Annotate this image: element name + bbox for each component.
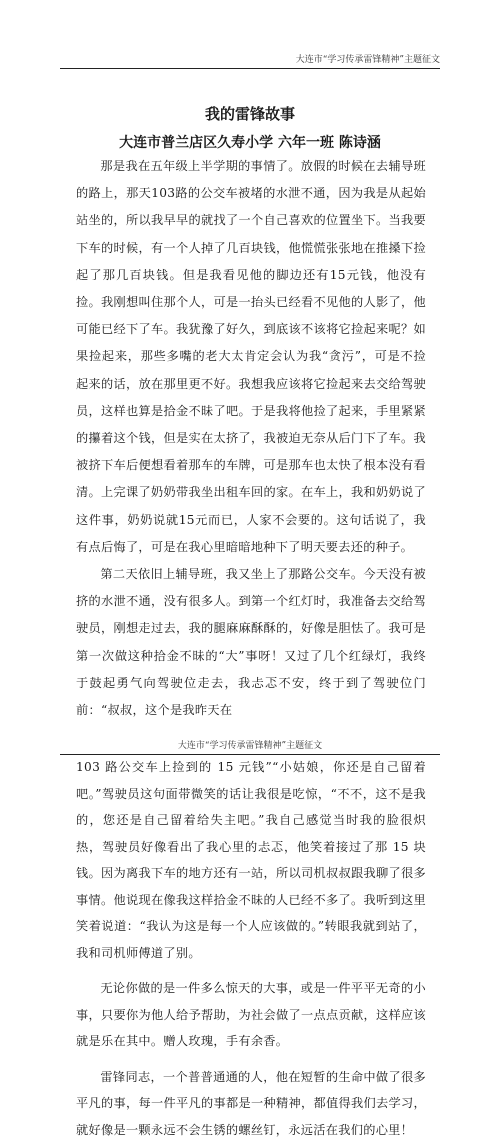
paragraph: 103 路公交车上捡到的 15 元钱”“小姑娘，你还是自己留着吧。”驾驶员这句面带微笑的话让我很是吃惊，“不不，这不是我的，您还是自己留着给失主吧。”我自己感觉当时我的脸很炽热，驾驶员好像看出了我心里的忐忑，他笑着接过了那 15 块钱。因为离我下车的地方还有一站，所以司机叔叔跟我聊了很多事情。他说现在像我这样拾金不昧的人已经不多了。我听到这里笑着说道：“我认为这是每一个人应该做的。”转眼我就到站了，我和司机师傅道了别。 bbox=[76, 754, 426, 966]
page1-body bbox=[76, 153, 426, 724]
paragraph: 那是我在五年级上半学期的事情了。放假的时候在去辅导班的路上，那天103路的公交车被堵的水泄不通，因为我是从起始站坐的，所以我早早的就找了一个自己喜欢的位置坐下。当我要下车的时候，有一个人掉了几百块钱，他慌慌张张地在推搡下捡起了那几百块钱。但是我看见他的脚边还有15元钱，他没有捡。我刚想叫住那个人，可是一抬头已经看不见他的人影了，他可能已经下了车。我犹豫了好久，到底该不该将它捡起来呢？如果捡起来，那些多嘴的老大太肯定会认为我“贪污”，可是不捡起来的话，放在那里更不好。我想我应该将它捡起来去交给驾驶员，这样也算是拾金不昧了吧。于是我将他捡了起来，手里紧紧的攥着这个钱，但是实在太挤了，我被迫无奈从后门下了车。我被挤下车后便想看着那车的车牌，可是那车也太快了根本没有看清。上完课了奶奶带我坐出租车回的家。在车上，我和奶奶说了这件事，奶奶说就15元而已，人家不会要的。这句话说了，我有点后悔了，可是在我心里暗暗地种下了明天要去还的种子。 bbox=[76, 153, 426, 561]
paragraph: 无论你做的是一件多么惊天的大事，或是一件平平无奇的小事，只要你为他人给予帮助，为社会做了一点点贡献，这样应该就是乐在其中。赠人玫瑰，手有余香。 bbox=[76, 975, 426, 1055]
essay-title: 我的雷锋故事 bbox=[0, 103, 500, 124]
page2-body bbox=[76, 754, 426, 1143]
page-header: 大连市“学习传承雷锋精神”主题征文 bbox=[60, 52, 440, 69]
paragraph: 第二天依旧上辅导班，我又坐上了那路公交车。今天没有被挤的水泄不通，没有很多人。到第一个红灯时，我准备去交给驾驶员，刚想走过去，我的腿麻麻酥酥的，好像是胆怯了。我可是第一次做这种拾金不昧的“大”事呀！又过了几个红绿灯，我终于鼓起勇气向驾驶位走去，我忐忑不安，终于到了驾驶位门前：“叔叔，这个是我昨天在 bbox=[76, 561, 426, 724]
page-header: 大连市“学习传承雷锋精神”主题征文 bbox=[60, 738, 440, 755]
essay-author: 大连市普兰店区久寿小学 六年一班 陈诗涵 bbox=[0, 132, 500, 152]
paragraph: 雷锋同志，一个普普通通的人，他在短暂的生命中做了很多平凡的事，每一件平凡的事都是一种精神，都值得我们去学习，就好像是一颗永远不会生锈的螺丝钉，永远活在我们的心里！ bbox=[76, 1064, 426, 1143]
